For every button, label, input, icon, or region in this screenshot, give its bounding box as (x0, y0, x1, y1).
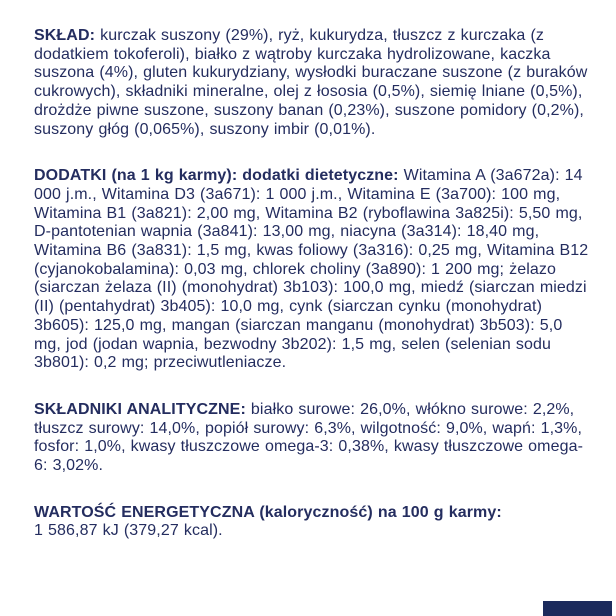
dodatki-body: Witamina A (3a672a): 14 000 j.m., Witamina D3 (3a671): 1 000 j.m., Witamina E (3a700): 100 mg, Witamina B1 (3a821): 2,00 mg, Witamina B2 (ryboflawina 3a825i): 5,50 mg, D-pantotenian wapnia (3a841): 13,00 mg, niacyna (3a314): 18,40 mg, Witamina B6 (3a831): 1,5 mg, kwas foliowy (3a316): 0,25 mg, Witamina B12 (cyjanokobalamina): 0,03 mg, chlorek choliny (3a890): 1 200 mg; żelazo (siarczan żelaza (II) (monohydrat) 3b103): 100,0 mg, miedź (siarczan miedzi (II) (pentahydrat) 3b405): 10,0 mg, cynk (siarczan cynku (monohydrat) 3b605): 125,0 mg, mangan (siarczan manganu (monohydrat) 3b503): 5,0 mg, jod (jodan wapnia, bezwodny 3b202): 1,5 mg, selen (selenian sodu 3b801): 0,2 mg; przeciwutleniacze. (34, 167, 589, 372)
energetyczna-heading: WARTOŚĆ ENERGETYCZNA (kaloryczność) na 100 g karmy: (34, 503, 502, 521)
section-skladniki-analityczne (34, 401, 590, 476)
section-dodatki (34, 167, 590, 373)
section-wartosc-energetyczna (34, 504, 590, 541)
energetyczna-body: 1 586,87 kJ (379,27 kcal). (34, 522, 223, 540)
sklad-body: kurczak suszony (29%), ryż, kukurydza, tłuszcz z kurczaka (z dodatkiem tokoferoli), białko z wątroby kurczaka hydrolizowane, kaczka suszona (4%), gluten kukurydziany, wysłodki buraczane suszone (z buraków cukrowych), składniki mineralne, olej z łososia (0,5%), siemię lniane (0,5%), drożdże piwne suszone, suszony banan (0,23%), suszone pomidory (0,2%), suszony głóg (0,065%), suszony imbir (0,01%). (34, 27, 588, 138)
analityczne-body: białko surowe: 26,0%, włókno surowe: 2,2%, tłuszcz surowy: 14,0%, popiół surowy: 6,3%, wilgotność: 9,0%, wapń: 1,3%, fosfor: 1,0%, kwasy tłuszczowe omega-3: 0,38%, kwasy tłuszczowe omega-6: 3,02%. (34, 400, 583, 475)
partial-logo-bar (543, 601, 612, 616)
label-content (34, 27, 590, 569)
sklad-heading: SKŁAD: (34, 27, 96, 44)
dodatki-heading: DODATKI (na 1 kg karmy): dodatki dietetyczne: (34, 167, 399, 185)
analityczne-heading: SKŁADNIKI ANALITYCZNE: (34, 400, 246, 418)
section-sklad (34, 27, 590, 139)
